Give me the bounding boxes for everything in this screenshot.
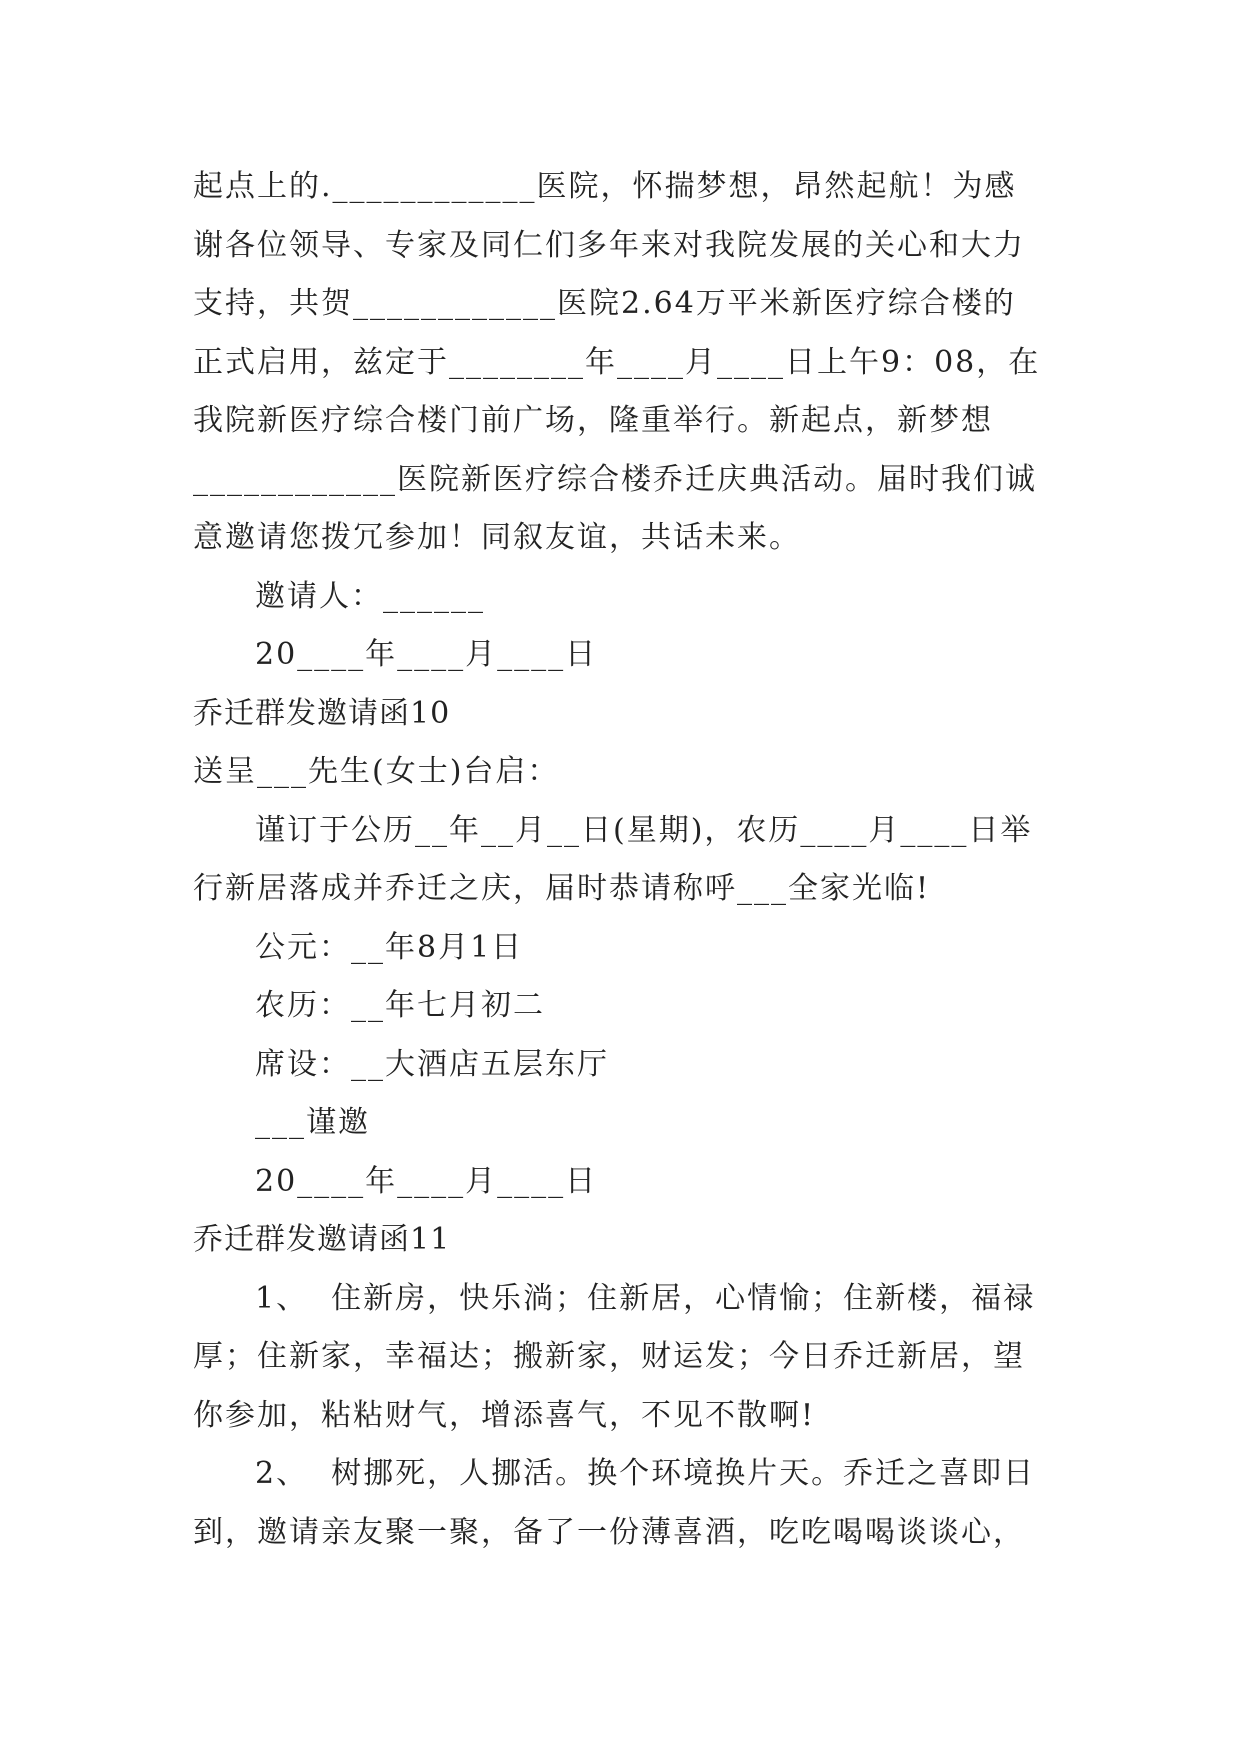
paragraph-line: 我院新医疗综合楼门前广场，隆重举行。新起点，新梦想 (193, 403, 993, 438)
document-body (193, 158, 1053, 1562)
paragraph-line: 行新居落成并乔迁之庆，届时恭请称呼___全家光临! (193, 871, 931, 906)
list-item-line: 1、 住新房，快乐淌；住新居，心情愉；住新楼，福禄 (255, 1280, 1036, 1316)
date-line: 20____年____月____日 (255, 637, 598, 672)
signature-line: ___谨邀 (255, 1105, 370, 1140)
paragraph-line: 起点上的.____________医院，怀揣梦想，昂然起航！为感 (193, 169, 1017, 204)
paragraph-line: 正式启用，兹定于________年____月____日上午9：08，在 (193, 344, 1041, 380)
section-heading: 乔迁群发邀请函10 (193, 695, 451, 731)
venue-line: 席设：__大酒店五层东厅 (255, 1046, 609, 1082)
paragraph-line: ____________医院新医疗综合楼乔迁庆典活动。届时我们诚 (193, 461, 1037, 497)
paragraph-line: 到，邀请亲友聚一聚，备了一份薄喜酒，吃吃喝喝谈谈心， (193, 1514, 1025, 1550)
salutation-line: 送呈___先生(女士)台启： (193, 754, 560, 789)
date-line: 20____年____月____日 (255, 1163, 598, 1199)
paragraph-line: 意邀请您拨冗参加！同叙友谊，共话未来。 (193, 520, 801, 555)
paragraph-line: 厚；住新家，幸福达；搬新家，财运发；今日乔迁新居，望 (193, 1339, 1025, 1374)
section-heading: 乔迁群发邀请函11 (193, 1222, 451, 1257)
lunar-date-line: 农历：__年七月初二 (255, 988, 545, 1023)
list-item-line: 2、 树挪死，人挪活。换个环境换片天。乔迁之喜即日 (255, 1456, 1036, 1491)
paragraph-line: 支持，共贺____________医院2.64万平米新医疗综合楼的 (193, 286, 1016, 321)
paragraph-line: 谢各位领导、专家及同仁们多年来对我院发展的关心和大力 (193, 227, 1025, 263)
paragraph-line: 谨订于公历__年__月__日(星期)，农历____月____日举 (255, 812, 1033, 848)
paragraph-line: 你参加，粘粘财气，增添喜气，不见不散啊! (193, 1397, 816, 1433)
inviter-line: 邀请人：______ (255, 578, 485, 614)
gregorian-date-line: 公元：__年8月1日 (255, 929, 524, 965)
